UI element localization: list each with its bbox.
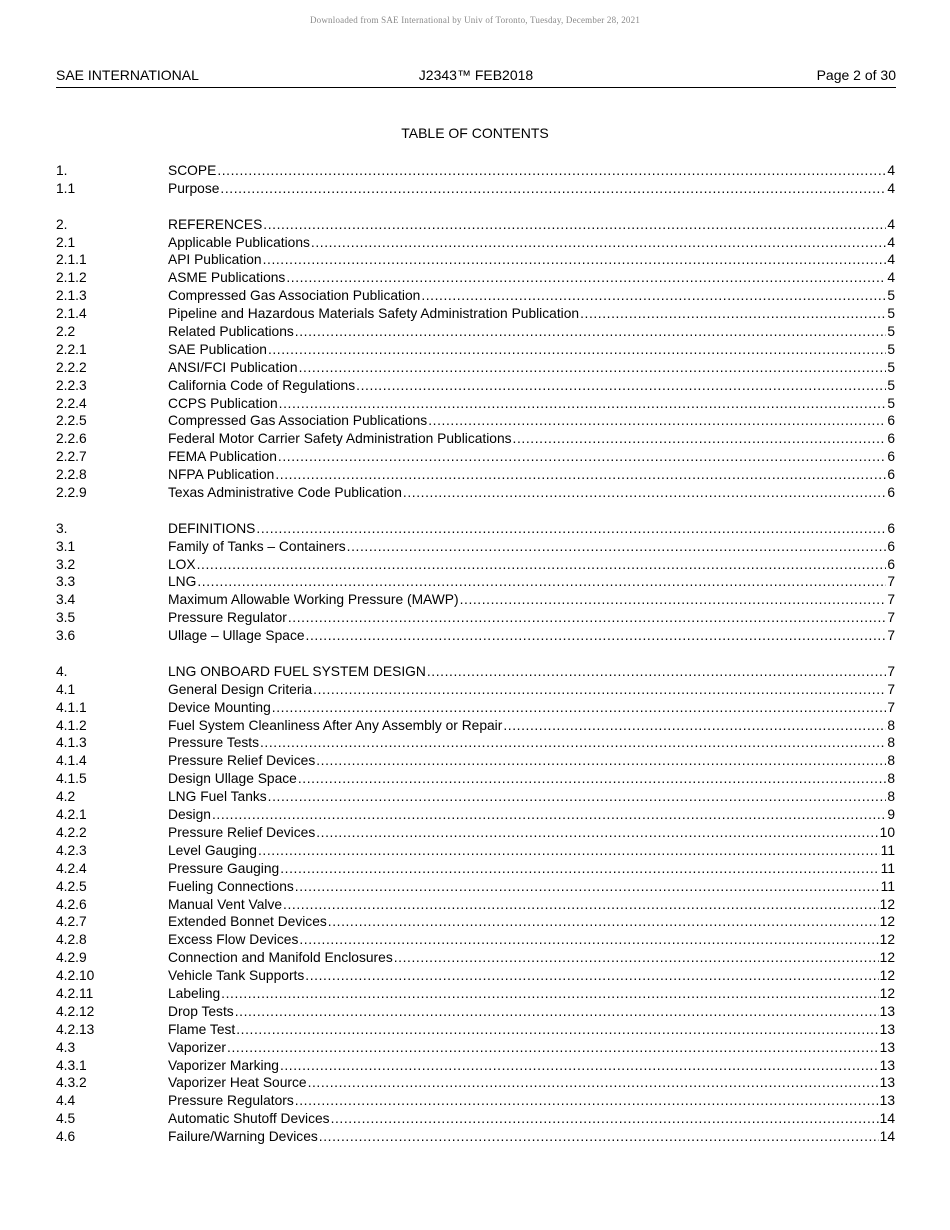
toc-dot-leader	[258, 842, 880, 860]
toc-entry-page[interactable]: 7	[887, 610, 895, 626]
toc-entry-page[interactable]: 12	[879, 932, 895, 948]
toc-entry[interactable]	[56, 1057, 895, 1075]
toc-entry-number: 4.	[56, 663, 68, 679]
toc-entry-number: 4.1.2	[56, 717, 87, 733]
toc-dot-leader	[460, 591, 887, 609]
toc-entry-page[interactable]: 7	[887, 628, 895, 644]
toc-dot-leader	[319, 1128, 879, 1146]
toc-dot-leader	[235, 1003, 879, 1021]
toc-entry-page[interactable]: 4	[887, 216, 895, 232]
toc-entry-number: 2.2.8	[56, 467, 87, 483]
toc-entry-page[interactable]: 7	[887, 663, 895, 679]
toc-entry[interactable]	[56, 1039, 895, 1057]
toc-dot-leader	[268, 341, 886, 359]
toc-dot-leader	[288, 609, 886, 627]
toc-entry-label[interactable]: Vaporizer Marking	[168, 1057, 279, 1073]
toc-entry-label[interactable]: Device Mounting	[168, 699, 271, 715]
toc-entry-label[interactable]: Vaporizer Heat Source	[168, 1075, 307, 1091]
toc-entry-label[interactable]: Pressure Relief Devices	[168, 824, 316, 840]
toc-entry-label[interactable]: Maximum Allowable Working Pressure (MAWP)	[168, 592, 459, 608]
toc-entry[interactable]	[56, 1128, 895, 1146]
toc-entry-label[interactable]: Pipeline and Hazardous Materials Safety Administration Publication	[168, 306, 580, 322]
toc-dot-leader	[428, 412, 886, 430]
toc-dot-leader	[263, 251, 887, 269]
toc-entry-label[interactable]: California Code of Regulations	[168, 377, 356, 393]
toc-entry-number: 3.6	[56, 628, 76, 644]
toc-entry-page[interactable]: 4	[887, 270, 895, 286]
toc-entry-number: 2.1.2	[56, 270, 87, 286]
toc-entry-number: 2.1	[56, 234, 76, 250]
toc-entry[interactable]	[56, 1110, 895, 1128]
toc-entry-number: 3.	[56, 520, 68, 536]
toc-entry-number: 1.	[56, 162, 68, 178]
toc-dot-leader	[356, 377, 886, 395]
toc-entry[interactable]	[56, 752, 895, 770]
page-header	[56, 67, 896, 88]
toc-entry-page[interactable]: 6	[887, 556, 895, 572]
toc-dot-leader	[299, 931, 878, 949]
toc-dot-leader	[308, 1074, 879, 1092]
toc-entry-number: 4.3.2	[56, 1075, 87, 1091]
toc-entry[interactable]	[56, 663, 895, 681]
toc-entry-number: 4.2.1	[56, 807, 87, 823]
toc-entry-page[interactable]: 5	[887, 341, 895, 357]
toc-entry-label[interactable]: REFERENCES	[168, 216, 263, 232]
toc-entry[interactable]	[56, 609, 895, 627]
toc-entry-number: 1.1	[56, 180, 76, 196]
toc-entry-label[interactable]: LNG	[168, 574, 197, 590]
toc-entry-page[interactable]: 6	[887, 413, 895, 429]
toc-title: TABLE OF CONTENTS	[401, 125, 549, 141]
toc-entry[interactable]	[56, 967, 895, 985]
toc-entry-page[interactable]: 11	[880, 878, 895, 894]
toc-entry-number: 4.6	[56, 1129, 76, 1145]
toc-entry-page[interactable]: 7	[887, 574, 895, 590]
toc-dot-leader	[403, 484, 886, 502]
toc-dot-leader	[513, 430, 887, 448]
toc-dot-leader	[394, 949, 879, 967]
toc-entry-label[interactable]: Drop Tests	[168, 1003, 234, 1019]
toc-entry-page[interactable]: 13	[879, 1021, 895, 1037]
toc-dot-leader	[311, 234, 886, 252]
toc-dot-leader	[295, 1092, 879, 1110]
toc-dot-leader	[427, 663, 886, 681]
toc-entry-page[interactable]: 6	[887, 431, 895, 447]
toc-dot-leader	[236, 1021, 878, 1039]
toc-entry-number: 4.2.2	[56, 824, 87, 840]
toc-entry-page[interactable]: 4	[887, 234, 895, 250]
toc-entry-page[interactable]: 11	[880, 860, 895, 876]
toc-entry-label[interactable]: Automatic Shutoff Devices	[168, 1111, 330, 1127]
toc-entry-label[interactable]: Purpose	[168, 180, 220, 196]
toc-dot-leader	[227, 1039, 879, 1057]
toc-entry-page[interactable]: 12	[879, 896, 895, 912]
toc-entry-number: 2.2.1	[56, 341, 87, 357]
toc-section-gap	[56, 198, 895, 216]
toc-entry-number: 3.2	[56, 556, 76, 572]
toc-entry[interactable]	[56, 699, 895, 717]
toc-entry-label[interactable]: LNG Fuel Tanks	[168, 789, 267, 805]
toc-entry-label[interactable]: FEMA Publication	[168, 449, 277, 465]
toc-entry-label[interactable]: Pressure Regulators	[168, 1093, 294, 1109]
toc-dot-leader	[197, 556, 887, 574]
toc-section-gap	[56, 502, 895, 520]
toc-entry-label[interactable]: Labeling	[168, 985, 221, 1001]
toc-entry-number: 4.2.11	[56, 985, 94, 1001]
toc-dot-leader	[347, 538, 887, 556]
toc-entry-label[interactable]: Texas Administrative Code Publication	[168, 485, 402, 501]
toc-entry[interactable]	[56, 520, 895, 538]
toc-entry-label[interactable]: Pressure Regulator	[168, 610, 287, 626]
toc-entry-label[interactable]: Fuel System Cleanliness After Any Assembly or Repair	[168, 717, 503, 733]
toc-entry-number: 2.	[56, 216, 68, 232]
toc-entry-label[interactable]: SAE Publication	[168, 341, 267, 357]
toc-entry-number: 2.2.4	[56, 395, 87, 411]
toc-entry-label[interactable]: Connection and Manifold Enclosures	[168, 950, 393, 966]
toc-entry[interactable]	[56, 985, 895, 1003]
toc-entry-page[interactable]: 4	[887, 162, 895, 178]
toc-entry-label[interactable]: Federal Motor Carrier Safety Administration Publications	[168, 431, 512, 447]
toc-entry-page[interactable]: 4	[887, 180, 895, 196]
toc-entry-number: 4.2.13	[56, 1021, 95, 1037]
toc-entry-number: 4.2.9	[56, 950, 87, 966]
toc-entry[interactable]	[56, 878, 895, 896]
toc-dot-leader	[278, 448, 886, 466]
toc-entry-page[interactable]: 5	[887, 306, 895, 322]
toc-dot-leader	[260, 734, 886, 752]
header-document-id: J2343™ FEB2018	[418, 67, 534, 83]
toc-dot-leader	[316, 752, 886, 770]
toc-entry-label[interactable]: SCOPE	[168, 162, 217, 178]
header-page-number: Page 2 of 30	[816, 67, 896, 83]
toc-entry-page[interactable]: 8	[887, 771, 895, 787]
toc-entry-number: 4.3	[56, 1039, 76, 1055]
toc-entry[interactable]	[56, 269, 895, 287]
toc-entry-label[interactable]: Vehicle Tank Supports	[168, 968, 305, 984]
toc-entry[interactable]	[56, 1074, 895, 1092]
toc-entry-page[interactable]: 6	[887, 520, 895, 536]
table-of-contents	[56, 162, 895, 1146]
toc-entry-page[interactable]: 8	[887, 735, 895, 751]
toc-entry-number: 3.5	[56, 610, 76, 626]
toc-entry-label[interactable]: Vaporizer	[168, 1039, 227, 1055]
toc-entry[interactable]	[56, 860, 895, 878]
toc-entry-number: 4.1.3	[56, 735, 87, 751]
toc-entry-page[interactable]: 6	[887, 538, 895, 554]
toc-entry[interactable]	[56, 770, 895, 788]
toc-entry[interactable]	[56, 556, 895, 574]
toc-entry[interactable]	[56, 234, 895, 252]
toc-entry-number: 4.1.5	[56, 771, 87, 787]
toc-entry-label[interactable]: Fueling Connections	[168, 878, 294, 894]
toc-entry-page[interactable]: 7	[887, 592, 895, 608]
toc-entry[interactable]	[56, 806, 895, 824]
toc-entry-label[interactable]: Compressed Gas Association Publications	[168, 413, 428, 429]
toc-dot-leader	[197, 573, 886, 591]
toc-entry-label[interactable]: Excess Flow Devices	[168, 932, 299, 948]
toc-dot-leader	[305, 967, 878, 985]
toc-entry-number: 2.2.5	[56, 413, 87, 429]
toc-entry[interactable]	[56, 717, 895, 735]
toc-entry-number: 3.4	[56, 592, 76, 608]
toc-entry-label[interactable]: Extended Bonnet Devices	[168, 914, 327, 930]
toc-entry-label[interactable]: Pressure Tests	[168, 735, 259, 751]
toc-entry[interactable]	[56, 448, 895, 466]
toc-dot-leader	[212, 806, 886, 824]
toc-entry-page[interactable]: 10	[879, 824, 895, 840]
toc-entry-page[interactable]: 13	[879, 1003, 895, 1019]
toc-entry-label[interactable]: Applicable Publications	[168, 234, 310, 250]
toc-entry[interactable]	[56, 1092, 895, 1110]
toc-entry-label[interactable]: Design	[168, 807, 211, 823]
toc-dot-leader	[306, 627, 887, 645]
toc-entry[interactable]	[56, 788, 895, 806]
toc-dot-leader	[217, 162, 886, 180]
toc-entry-page[interactable]: 13	[879, 1057, 895, 1073]
toc-dot-leader	[272, 699, 887, 717]
toc-entry[interactable]	[56, 162, 895, 180]
toc-entry[interactable]	[56, 573, 895, 591]
toc-dot-leader	[421, 287, 886, 305]
toc-entry-label[interactable]: ASME Publications	[168, 270, 286, 286]
toc-entry-label[interactable]: Design Ullage Space	[168, 771, 297, 787]
toc-entry[interactable]	[56, 931, 895, 949]
toc-entry-number: 2.2.2	[56, 359, 87, 375]
toc-entry-page[interactable]: 5	[887, 395, 895, 411]
toc-entry-page[interactable]: 12	[879, 968, 895, 984]
toc-entry-page[interactable]: 5	[887, 377, 895, 393]
toc-entry-label[interactable]: API Publication	[168, 252, 262, 268]
toc-dot-leader	[256, 520, 886, 538]
toc-dot-leader	[263, 216, 886, 234]
toc-entry-number: 3.3	[56, 574, 76, 590]
toc-dot-leader	[220, 180, 886, 198]
toc-dot-leader	[280, 1057, 879, 1075]
toc-entry[interactable]	[56, 913, 895, 931]
toc-entry-number: 4.1	[56, 681, 76, 697]
toc-entry-page[interactable]: 5	[887, 288, 895, 304]
toc-entry-number: 2.1.3	[56, 288, 87, 304]
toc-dot-leader	[313, 681, 886, 699]
toc-entry-number: 2.2	[56, 324, 76, 339]
toc-entry-number: 4.3.1	[56, 1057, 87, 1073]
toc-entry-label[interactable]: ANSI/FCI Publication	[168, 359, 298, 375]
toc-entry[interactable]	[56, 430, 895, 448]
toc-entry-number: 4.2.4	[56, 860, 87, 876]
toc-entry-label[interactable]: General Design Criteria	[168, 681, 313, 697]
toc-entry[interactable]	[56, 216, 895, 234]
toc-entry-page[interactable]: 11	[880, 842, 895, 858]
header-organization: SAE INTERNATIONAL	[56, 67, 199, 83]
toc-dot-leader	[268, 788, 887, 806]
toc-entry-number: 3.1	[56, 538, 76, 554]
toc-dot-leader	[503, 717, 886, 735]
toc-entry[interactable]	[56, 735, 895, 753]
toc-entry-page[interactable]: 6	[887, 485, 895, 501]
toc-entry-page[interactable]: 8	[887, 717, 895, 733]
toc-entry-label[interactable]: Level Gauging	[168, 842, 257, 858]
toc-entry[interactable]	[56, 842, 895, 860]
toc-dot-leader	[286, 269, 886, 287]
toc-entry[interactable]	[56, 323, 895, 341]
toc-entry-number: 4.1.4	[56, 753, 87, 769]
toc-entry-page[interactable]: 5	[887, 359, 895, 375]
toc-entry-number: 2.1.1	[56, 252, 87, 268]
toc-entry[interactable]	[56, 627, 895, 645]
toc-entry-number: 4.2.6	[56, 896, 87, 912]
toc-entry-label[interactable]: Pressure Gauging	[168, 860, 280, 876]
toc-dot-leader	[580, 305, 886, 323]
toc-entry-label[interactable]: Manual Vent Valve	[168, 896, 283, 912]
toc-entry-label[interactable]: Failure/Warning Devices	[168, 1129, 318, 1145]
toc-entry-page[interactable]: 8	[887, 753, 895, 769]
toc-entry[interactable]	[56, 949, 895, 967]
toc-dot-leader	[279, 395, 887, 413]
toc-entry-number: 4.2	[56, 789, 76, 805]
toc-entry[interactable]	[56, 538, 895, 556]
toc-entry-label[interactable]: DEFINITIONS	[168, 520, 256, 536]
toc-dot-leader	[283, 896, 879, 914]
toc-entry-page[interactable]: 14	[879, 1129, 895, 1145]
toc-entry[interactable]	[56, 287, 895, 305]
toc-dot-leader	[275, 466, 886, 484]
toc-entry-page[interactable]: 7	[887, 681, 895, 697]
toc-entry[interactable]	[56, 395, 895, 413]
toc-entry-page[interactable]: 13	[879, 1093, 895, 1109]
toc-dot-leader	[221, 985, 878, 1003]
toc-entry-number: 4.1.1	[56, 699, 87, 715]
toc-entry-label[interactable]: LOX	[168, 556, 196, 572]
toc-entry-page[interactable]: 6	[887, 449, 895, 465]
toc-entry-label[interactable]: Pressure Relief Devices	[168, 753, 316, 769]
toc-entry-page[interactable]: 14	[879, 1111, 895, 1127]
toc-entry-page[interactable]: 12	[879, 950, 895, 966]
toc-entry-label[interactable]: Family of Tanks – Containers	[168, 538, 346, 554]
toc-entry[interactable]	[56, 681, 895, 699]
toc-dot-leader	[328, 913, 879, 931]
toc-entry[interactable]	[56, 251, 895, 269]
toc-dot-leader	[298, 770, 886, 788]
toc-entry-number: 4.2.5	[56, 878, 87, 894]
toc-entry-number: 2.2.6	[56, 431, 87, 447]
toc-entry-label[interactable]: Compressed Gas Association Publication	[168, 288, 421, 304]
toc-entry-label[interactable]: Flame Test	[168, 1021, 236, 1037]
toc-entry-number: 4.2.7	[56, 914, 87, 930]
toc-entry-page[interactable]: 9	[887, 807, 895, 823]
toc-entry[interactable]	[56, 896, 895, 914]
toc-entry[interactable]	[56, 180, 895, 198]
download-watermark: Downloaded from SAE International by Univ of Toronto, Tuesday, December 28, 2021	[309, 15, 641, 25]
toc-entry-number: 4.4	[56, 1093, 76, 1109]
toc-entry-page[interactable]: 13	[879, 1075, 895, 1091]
toc-dot-leader	[299, 359, 887, 377]
toc-entry-page[interactable]: 4	[887, 252, 895, 268]
toc-entry[interactable]	[56, 466, 895, 484]
toc-entry-page[interactable]: 13	[879, 1039, 895, 1055]
toc-entry[interactable]	[56, 412, 895, 430]
toc-entry-label[interactable]: Ullage – Ullage Space	[168, 628, 305, 644]
toc-entry-page[interactable]: 6	[887, 467, 895, 483]
toc-entry[interactable]	[56, 591, 895, 609]
toc-entry[interactable]	[56, 484, 895, 502]
toc-entry-page[interactable]: 7	[887, 699, 895, 715]
toc-entry-number: 2.2.7	[56, 449, 87, 465]
toc-entry-label[interactable]: LNG ONBOARD FUEL SYSTEM DESIGN	[168, 663, 426, 679]
toc-entry[interactable]	[56, 341, 895, 359]
toc-dot-leader	[316, 824, 878, 842]
toc-dot-leader	[331, 1110, 879, 1128]
toc-entry-page[interactable]: 5	[887, 324, 895, 339]
toc-entry-number: 4.2.12	[56, 1003, 95, 1019]
toc-entry-label[interactable]: Related Publications	[168, 324, 294, 339]
toc-entry[interactable]	[56, 359, 895, 377]
toc-entry-page[interactable]: 12	[879, 914, 895, 930]
toc-entry[interactable]	[56, 824, 895, 842]
toc-entry-number: 4.2.8	[56, 932, 87, 948]
toc-dot-leader	[295, 878, 880, 896]
toc-dot-leader	[280, 860, 879, 878]
toc-entry-number: 4.2.10	[56, 968, 95, 984]
toc-entry-number: 4.2.3	[56, 842, 87, 858]
toc-entry-number: 2.2.3	[56, 377, 87, 393]
toc-entry-label[interactable]: CCPS Publication	[168, 395, 278, 411]
toc-entry-page[interactable]: 8	[887, 789, 895, 805]
toc-entry-number: 2.2.9	[56, 485, 87, 501]
toc-entry[interactable]	[56, 305, 895, 323]
toc-entry[interactable]	[56, 377, 895, 395]
toc-entry-page[interactable]: 12	[879, 985, 895, 1001]
toc-entry-label[interactable]: NFPA Publication	[168, 467, 275, 483]
toc-entry[interactable]	[56, 1003, 895, 1021]
toc-dot-leader	[295, 323, 887, 341]
toc-entry-number: 4.5	[56, 1111, 76, 1127]
toc-entry-number: 2.1.4	[56, 306, 87, 322]
toc-entry[interactable]	[56, 1021, 895, 1039]
toc-section-gap	[56, 645, 895, 663]
